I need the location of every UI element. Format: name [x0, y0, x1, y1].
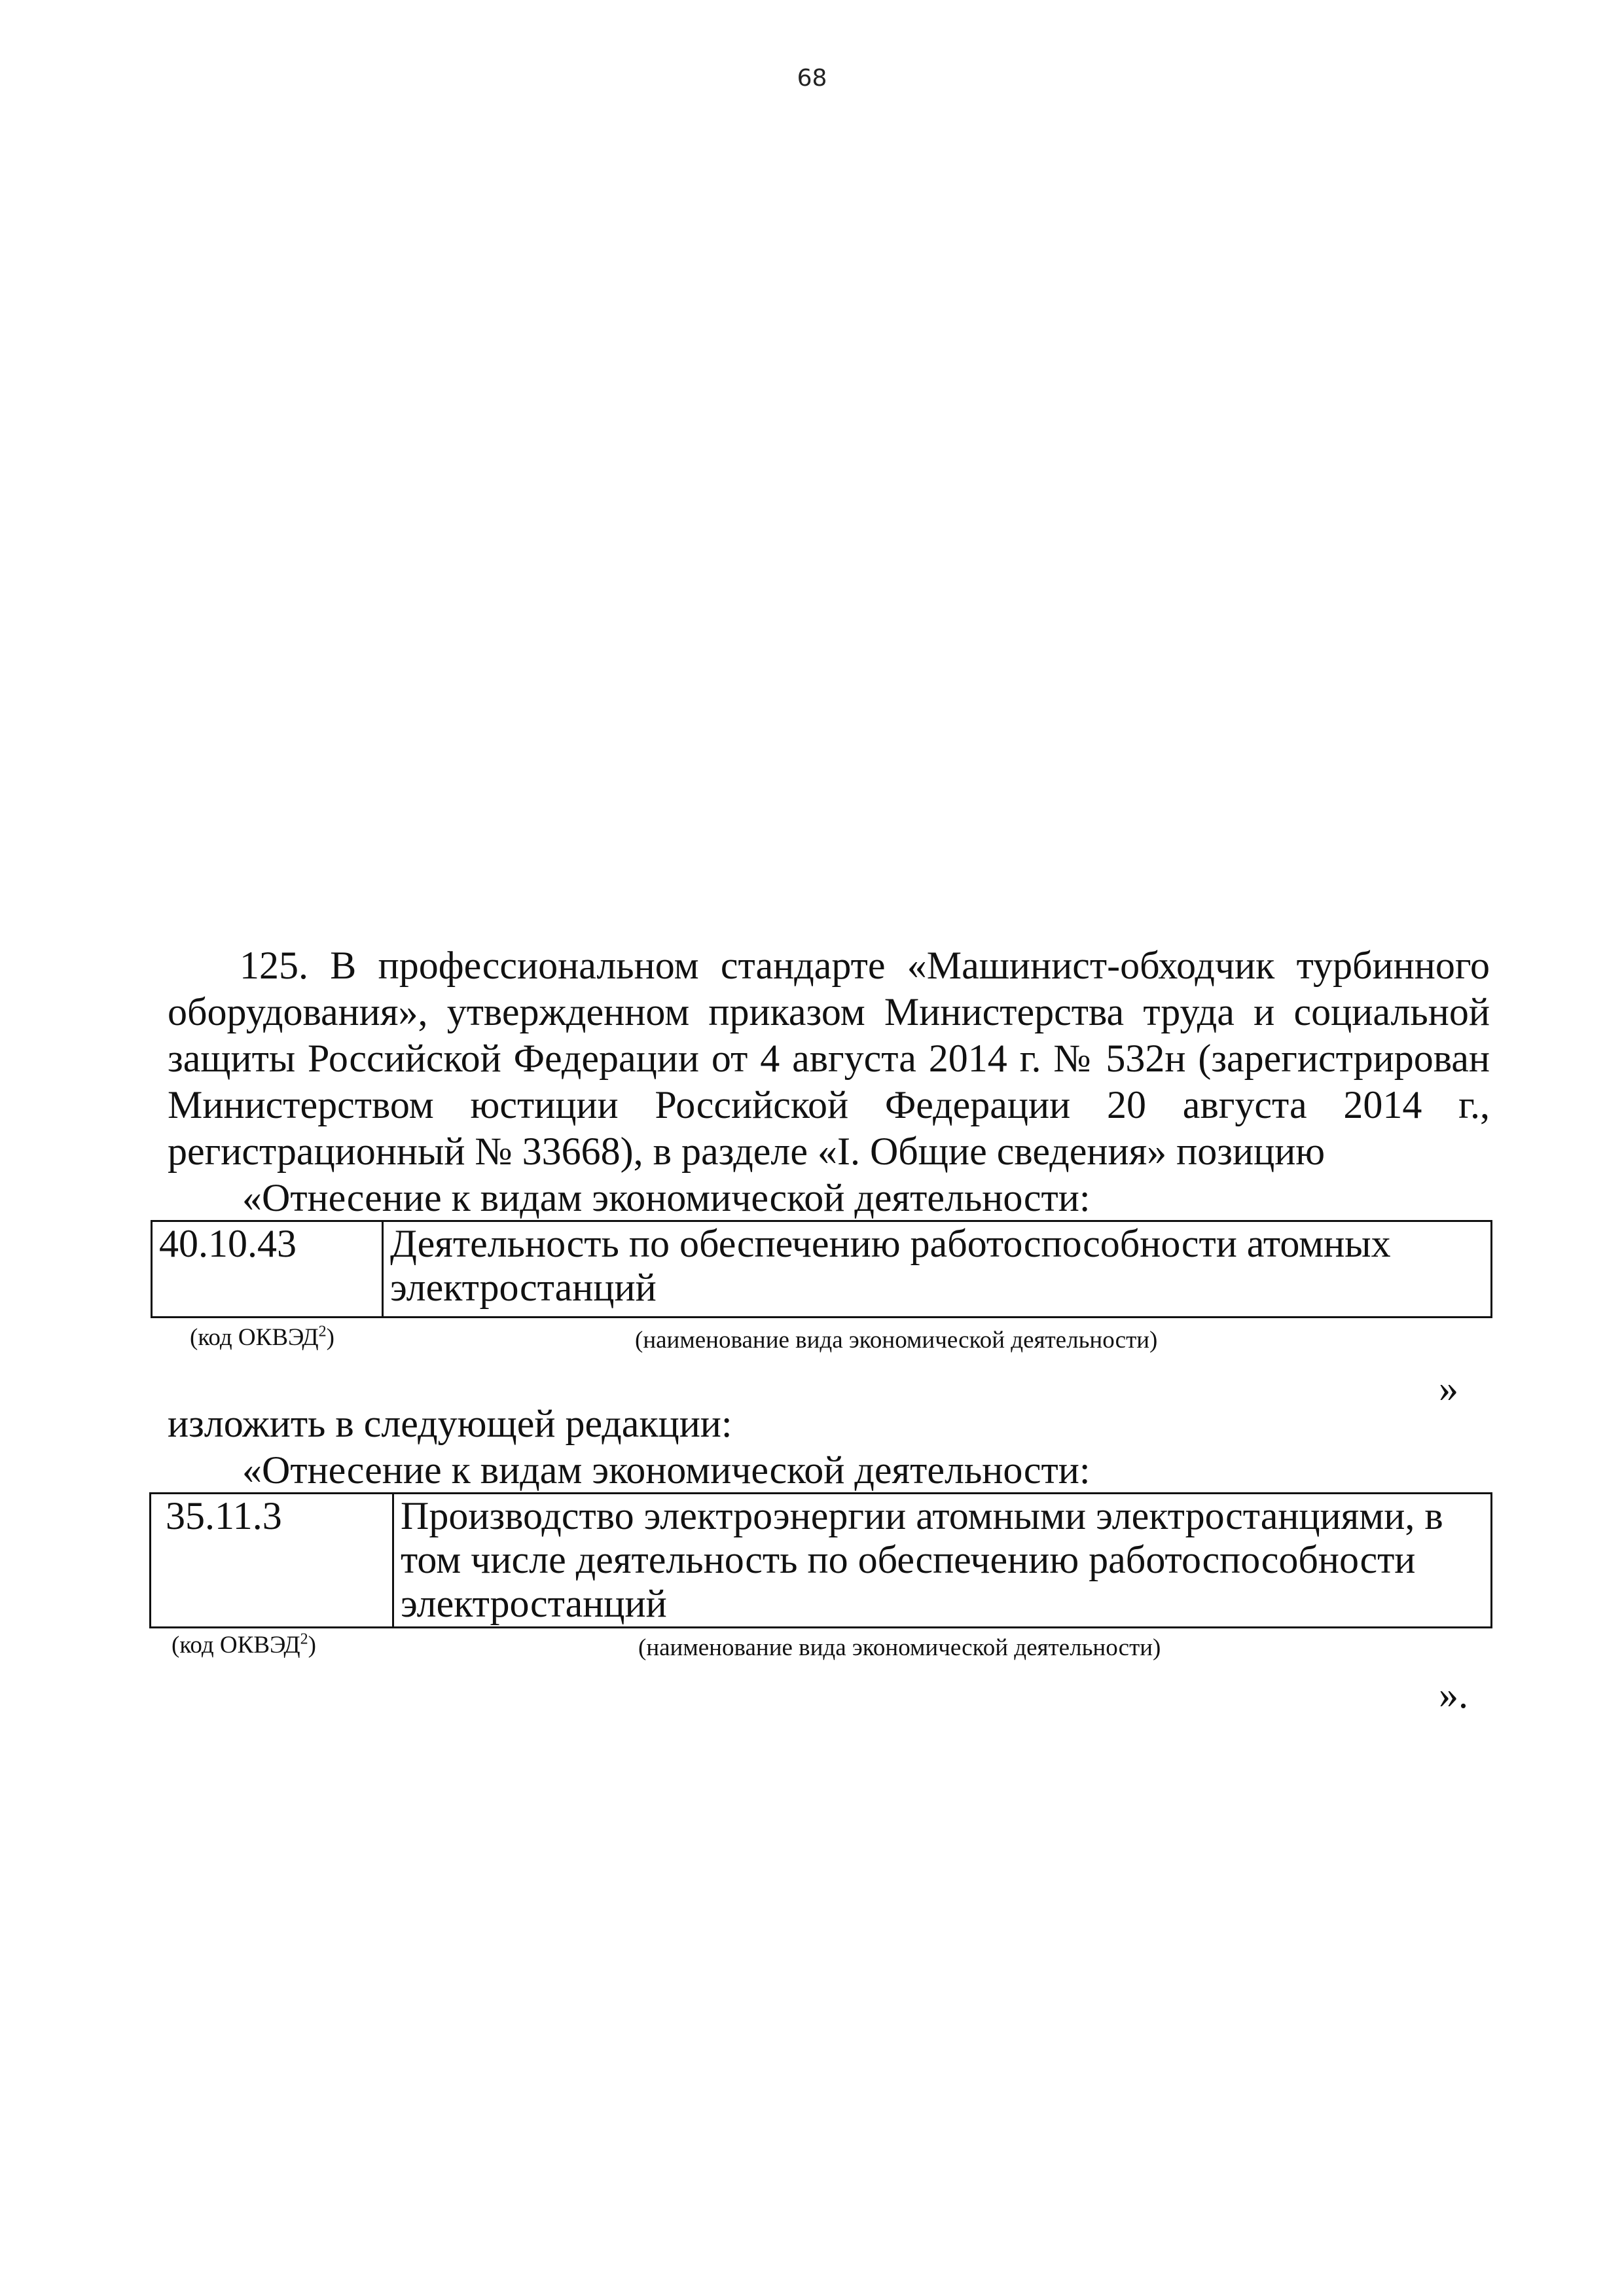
- amendment-line: защиты Российской Федерации от 4 августа 2014 г. № 532н (зарегистрирован: [168, 1037, 1490, 1080]
- amendment-line: 125. В профессиональном стандарте «Машинист-обходчик турбинного: [240, 944, 1490, 987]
- old-closing-quote: »: [1439, 1367, 1458, 1410]
- old-code-caption: (код ОКВЭД$^2$): [190, 1323, 334, 1351]
- transition-text: изложить в следующей редакции:: [168, 1402, 732, 1445]
- amendment-paragraph: [168, 942, 1490, 1175]
- old-okved-table: [151, 1220, 1492, 1318]
- new-code-caption: (код ОКВЭД$^2$): [171, 1630, 316, 1659]
- new-closing-quote: ».: [1439, 1673, 1468, 1716]
- old-okved-code: 40.10.43: [152, 1221, 383, 1318]
- new-name-caption: (наименование вида экономической деятельности): [638, 1634, 1161, 1661]
- new-okved-table: [149, 1492, 1492, 1628]
- new-okved-code: 35.11.3: [151, 1494, 393, 1628]
- footnote-mark: 2: [318, 1323, 327, 1340]
- page-number: 68: [797, 65, 827, 92]
- footnote-mark: 2: [300, 1630, 308, 1648]
- amendment-line: оборудования», утвержденном приказом Министерства труда и социальной: [168, 990, 1490, 1033]
- table-row: [151, 1494, 1492, 1628]
- new-activity-description: Производство электроэнергии атомными электростанциями, в том числе деятельность по обеспечению работоспособности электростанций: [393, 1494, 1492, 1628]
- amendment-line: регистрационный № 33668), в разделе «I. Общие сведения» позицию: [168, 1130, 1326, 1173]
- table-row: [152, 1221, 1492, 1318]
- amendment-line: Министерством юстиции Российской Федерации 20 августа 2014 г.,: [168, 1083, 1490, 1126]
- old-name-caption: (наименование вида экономической деятельности): [635, 1327, 1158, 1354]
- old-activity-description: Деятельность по обеспечению работоспособности атомных электростанций: [383, 1221, 1492, 1318]
- new-section-heading: «Отнесение к видам экономической деятельности:: [242, 1448, 1091, 1492]
- old-section-heading: «Отнесение к видам экономической деятельности:: [242, 1176, 1091, 1219]
